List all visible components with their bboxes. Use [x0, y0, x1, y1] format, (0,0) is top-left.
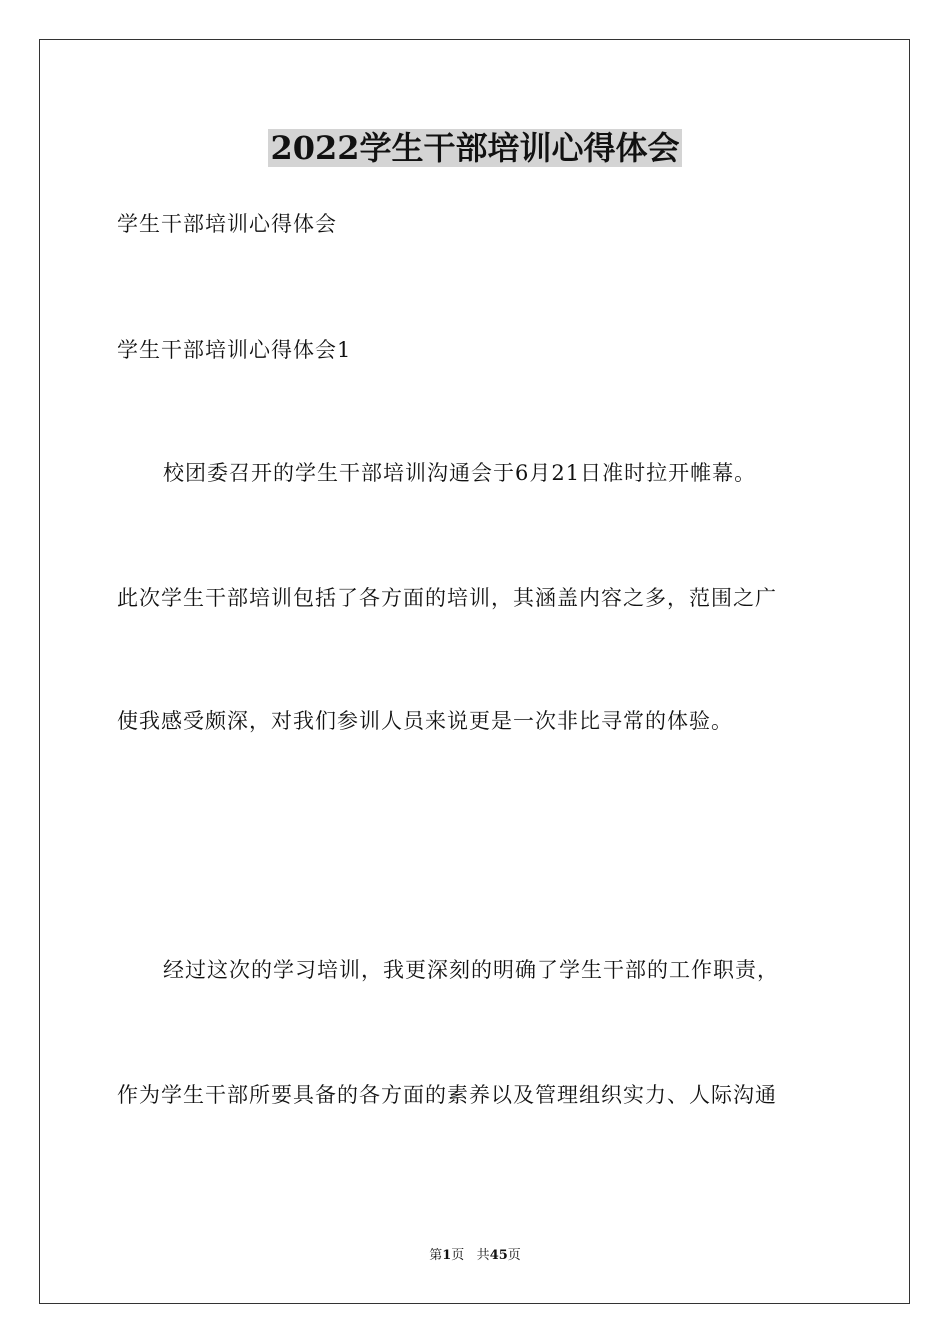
page-footer: [0, 1247, 950, 1265]
paragraph-1-line-2: 此次学生干部培训包括了各方面的培训，其涵盖内容之多，范围之广: [117, 586, 777, 610]
document-title-text: 2022学生干部培训心得体会: [270, 129, 680, 167]
footer-total-prefix: 共: [476, 1248, 490, 1263]
footer-page-prefix: 第: [429, 1248, 443, 1263]
document-title: [0, 126, 950, 170]
paragraph-2-line-2: 作为学生干部所要具备的各方面的素养以及管理组织实力、人际沟通: [117, 1083, 777, 1107]
footer-page-suffix: 页: [451, 1248, 465, 1263]
document-subtitle: 学生干部培训心得体会: [117, 212, 337, 236]
footer-page-number: 1: [442, 1248, 452, 1263]
footer-total-suffix: 页: [507, 1248, 521, 1263]
paragraph-2-line-1: 经过这次的学习培训，我更深刻的明确了学生干部的工作职责，: [163, 958, 779, 982]
section-heading: 学生干部培训心得体会1: [117, 338, 352, 362]
paragraph-1-line-3: 使我感受颇深，对我们参训人员来说更是一次非比寻常的体验。: [117, 709, 733, 733]
paragraph-1-line-1: 校团委召开的学生干部培训沟通会于6月21日准时拉开帷幕。: [163, 461, 757, 485]
footer-total-pages: 45: [489, 1248, 508, 1263]
